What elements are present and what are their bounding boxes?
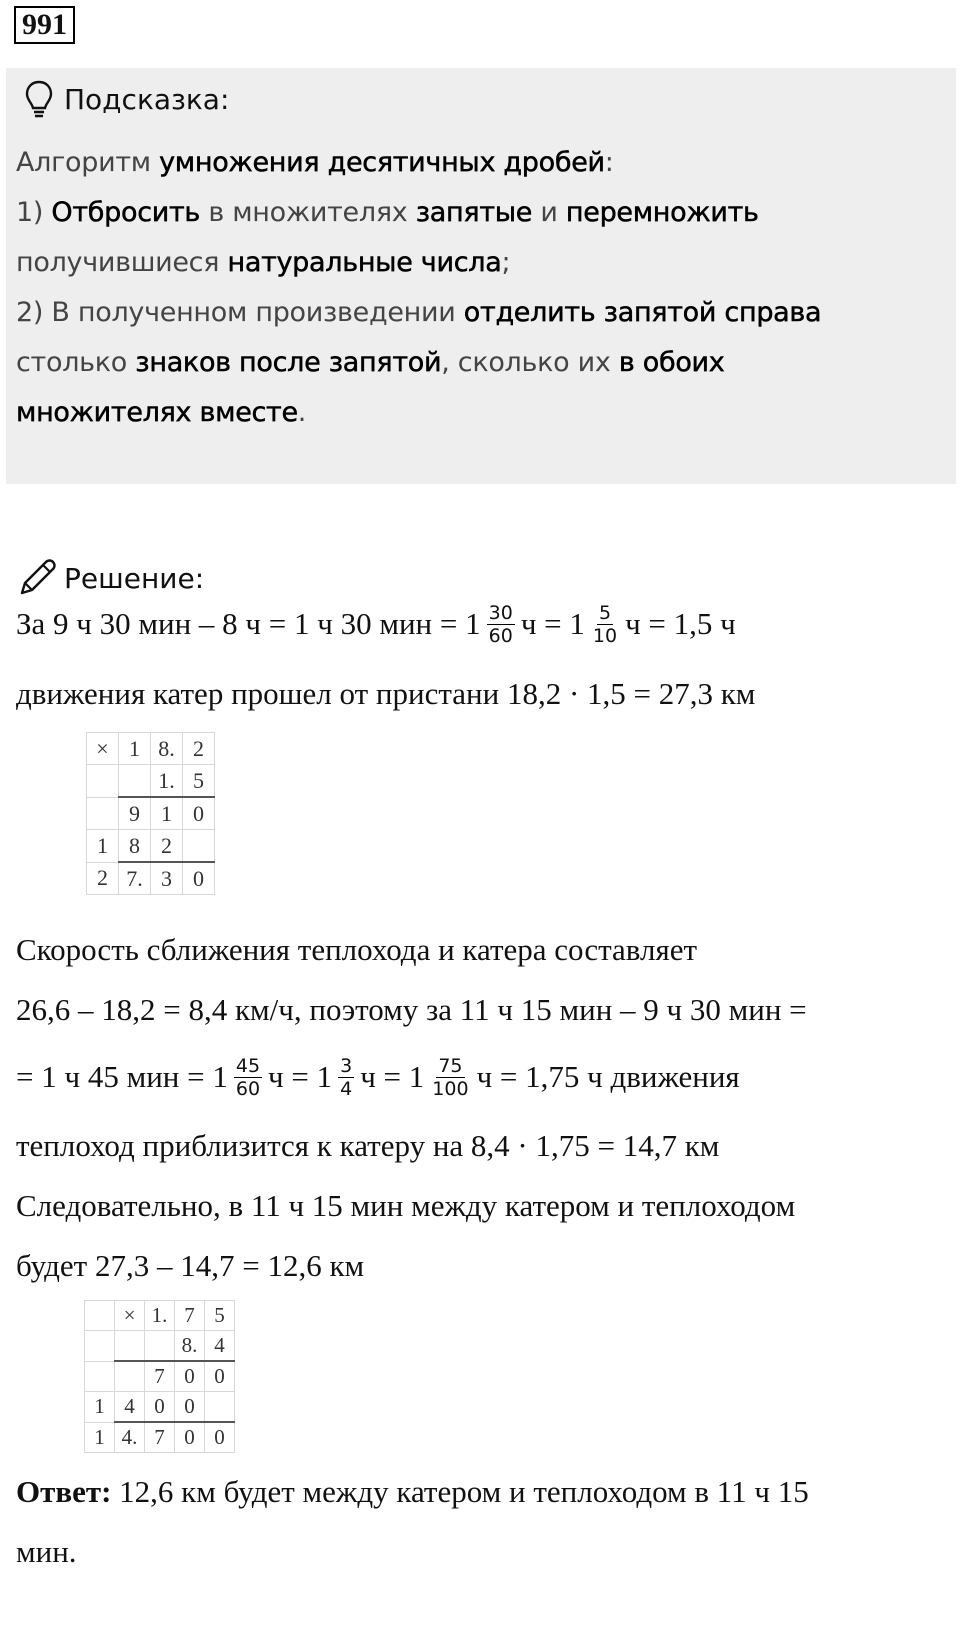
hint-bold-text: отделить запятой справа [463, 297, 822, 328]
fraction [487, 602, 515, 647]
table-cell: 7. [119, 862, 151, 895]
table-cell [85, 1331, 115, 1362]
hint-text-segment: получившиеся [16, 247, 228, 278]
hint-text-segment: и [532, 197, 566, 228]
table-cell: 1 [85, 1392, 115, 1423]
table-cell: 4 [115, 1392, 145, 1423]
table-cell: 5 [183, 765, 215, 798]
solution-line-7: Следовательно, в 11 ч 15 мин между катером и теплоходом [16, 1188, 796, 1223]
answer-line-2: мин. [16, 1534, 77, 1569]
hint-text-segment: в множителях [200, 197, 416, 228]
hint-bold-text: Отбросить [51, 197, 201, 228]
text-segment: ч = 1,75 ч движения [476, 1059, 740, 1094]
table-cell: 8 [119, 830, 151, 863]
hint-bold-text: в обоих [618, 347, 725, 378]
hint-line [16, 138, 946, 188]
table-cell [87, 765, 119, 798]
text-segment: ч = 1 [268, 1059, 333, 1094]
solution-line-4: 26,6 – 18,2 = 8,4 км/ч, поэтому за 11 ч 15 мин – 9 ч 30 мин = [16, 992, 807, 1027]
answer-text: 12,6 км будет между катером и теплоходом в 11 ч 15 [119, 1474, 809, 1509]
solution-line-8: будет 27,3 – 14,7 = 12,6 км [16, 1248, 365, 1283]
table-cell: 4. [115, 1422, 145, 1453]
table-row [87, 797, 215, 830]
table-cell: 7 [145, 1361, 175, 1392]
numerator: 75 [438, 1054, 463, 1077]
hint-text-segment: 1) [16, 197, 52, 228]
hint-line [16, 388, 946, 438]
numerator: 3 [340, 1054, 353, 1077]
table-cell: 8. [175, 1331, 205, 1362]
table-row [85, 1361, 235, 1392]
hint-text-segment: : [604, 147, 614, 178]
table-cell: 9 [119, 797, 151, 830]
table-cell: 0 [175, 1422, 205, 1453]
table-cell [183, 830, 215, 863]
table-row [87, 733, 215, 765]
table-cell: 0 [205, 1422, 235, 1453]
solution-line-2: движения катер прошел от пристани 18,2 · 1,5 = 27,3 км [16, 676, 756, 711]
hint-text-segment: Алгоритм [16, 147, 160, 178]
table-cell: 0 [205, 1361, 235, 1392]
solution-line-1 [16, 596, 736, 652]
hint-bold-text: знаков после запятой [135, 347, 442, 378]
table-cell [115, 1331, 145, 1362]
text-segment: За 9 ч 30 мин – 8 ч = 1 ч 30 мин = 1 [16, 606, 481, 641]
denominator: 4 [340, 1077, 353, 1100]
denominator: 10 [592, 624, 618, 647]
table-cell: 2 [151, 830, 183, 863]
table-cell: 5 [205, 1301, 235, 1331]
table-cell: × [115, 1301, 145, 1331]
multiplication-table-1 [86, 732, 215, 895]
hint-bold-text: умножения десятичных дробей [159, 147, 605, 178]
table-cell: 2 [183, 733, 215, 765]
table-row [87, 830, 215, 863]
table-cell [85, 1361, 115, 1392]
hint-text-segment: столько [16, 347, 136, 378]
table-cell: 8. [151, 733, 183, 765]
text-segment: ч = 1,5 ч [625, 606, 736, 641]
hint-bold-text: натуральные числа [227, 247, 502, 278]
answer-label: Ответ: [16, 1474, 112, 1509]
table-cell: 7 [145, 1422, 175, 1453]
solution-header [16, 556, 204, 600]
hint-line [16, 188, 946, 238]
table-cell: 0 [183, 797, 215, 830]
table-row [85, 1392, 235, 1423]
fraction [430, 1055, 470, 1100]
table-cell: 1 [85, 1422, 115, 1453]
fraction [234, 1055, 262, 1100]
hint-bold-text: множителях вместе [16, 397, 298, 428]
hint-bold-text: перемножить [565, 197, 759, 228]
solution-line-6: теплоход приблизится к катеру на 8,4 · 1,75 = 14,7 км [16, 1128, 720, 1163]
hint-text-segment: ; [501, 247, 511, 278]
fraction [591, 602, 619, 647]
hint-header [24, 78, 229, 120]
solution-line-3: Скорость сближения теплохода и катера составляет [16, 932, 698, 967]
answer-line-1 [16, 1470, 809, 1514]
table-cell: 0 [145, 1392, 175, 1423]
table-row [87, 862, 215, 895]
table-row [87, 765, 215, 798]
table-cell: 1. [145, 1301, 175, 1331]
table-cell: 4 [205, 1331, 235, 1362]
table-cell [85, 1301, 115, 1331]
hint-box [6, 68, 956, 484]
table-row [85, 1422, 235, 1453]
text-segment: ч = 1 [520, 606, 585, 641]
pencil-icon [16, 557, 58, 599]
table-cell: 0 [175, 1361, 205, 1392]
hint-text-segment: , сколько их [441, 347, 619, 378]
table-cell: 1. [151, 765, 183, 798]
table-cell [87, 797, 119, 830]
denominator: 60 [235, 1077, 261, 1100]
hint-bold-text: запятые [415, 197, 533, 228]
denominator: 100 [432, 1077, 469, 1100]
text-segment: = 1 ч 45 мин = 1 [16, 1059, 228, 1094]
numerator: 30 [488, 601, 513, 624]
table-cell: 2 [87, 862, 119, 895]
text-segment: ч = 1 [360, 1059, 425, 1094]
solution-line-5 [16, 1048, 740, 1106]
hint-line [16, 338, 946, 388]
table-row [85, 1331, 235, 1362]
table-cell [205, 1392, 235, 1423]
hint-line [16, 288, 946, 338]
table-cell [115, 1361, 145, 1392]
table-row [85, 1301, 235, 1331]
table-cell: × [87, 733, 119, 765]
table-cell: 1 [151, 797, 183, 830]
table-cell: 0 [175, 1392, 205, 1423]
table-cell: 7 [175, 1301, 205, 1331]
hint-title: Подсказка: [64, 82, 230, 116]
table-cell: 0 [183, 862, 215, 895]
hint-text-segment: 2) В полученном произведении [16, 297, 464, 328]
numerator: 5 [598, 601, 612, 624]
table-cell [145, 1331, 175, 1362]
table-cell: 3 [151, 862, 183, 895]
solution-title: Решение: [64, 561, 205, 595]
hint-text [16, 138, 946, 438]
lightbulb-icon [24, 79, 54, 119]
fraction [338, 1055, 354, 1100]
hint-line [16, 238, 946, 288]
table-cell [119, 765, 151, 798]
table-cell: 1 [119, 733, 151, 765]
multiplication-table-2 [84, 1300, 235, 1453]
table-cell: 1 [87, 830, 119, 863]
problem-number: 991 [14, 6, 75, 44]
hint-text-segment: . [297, 397, 307, 428]
numerator: 45 [235, 1054, 261, 1077]
denominator: 60 [488, 624, 513, 647]
